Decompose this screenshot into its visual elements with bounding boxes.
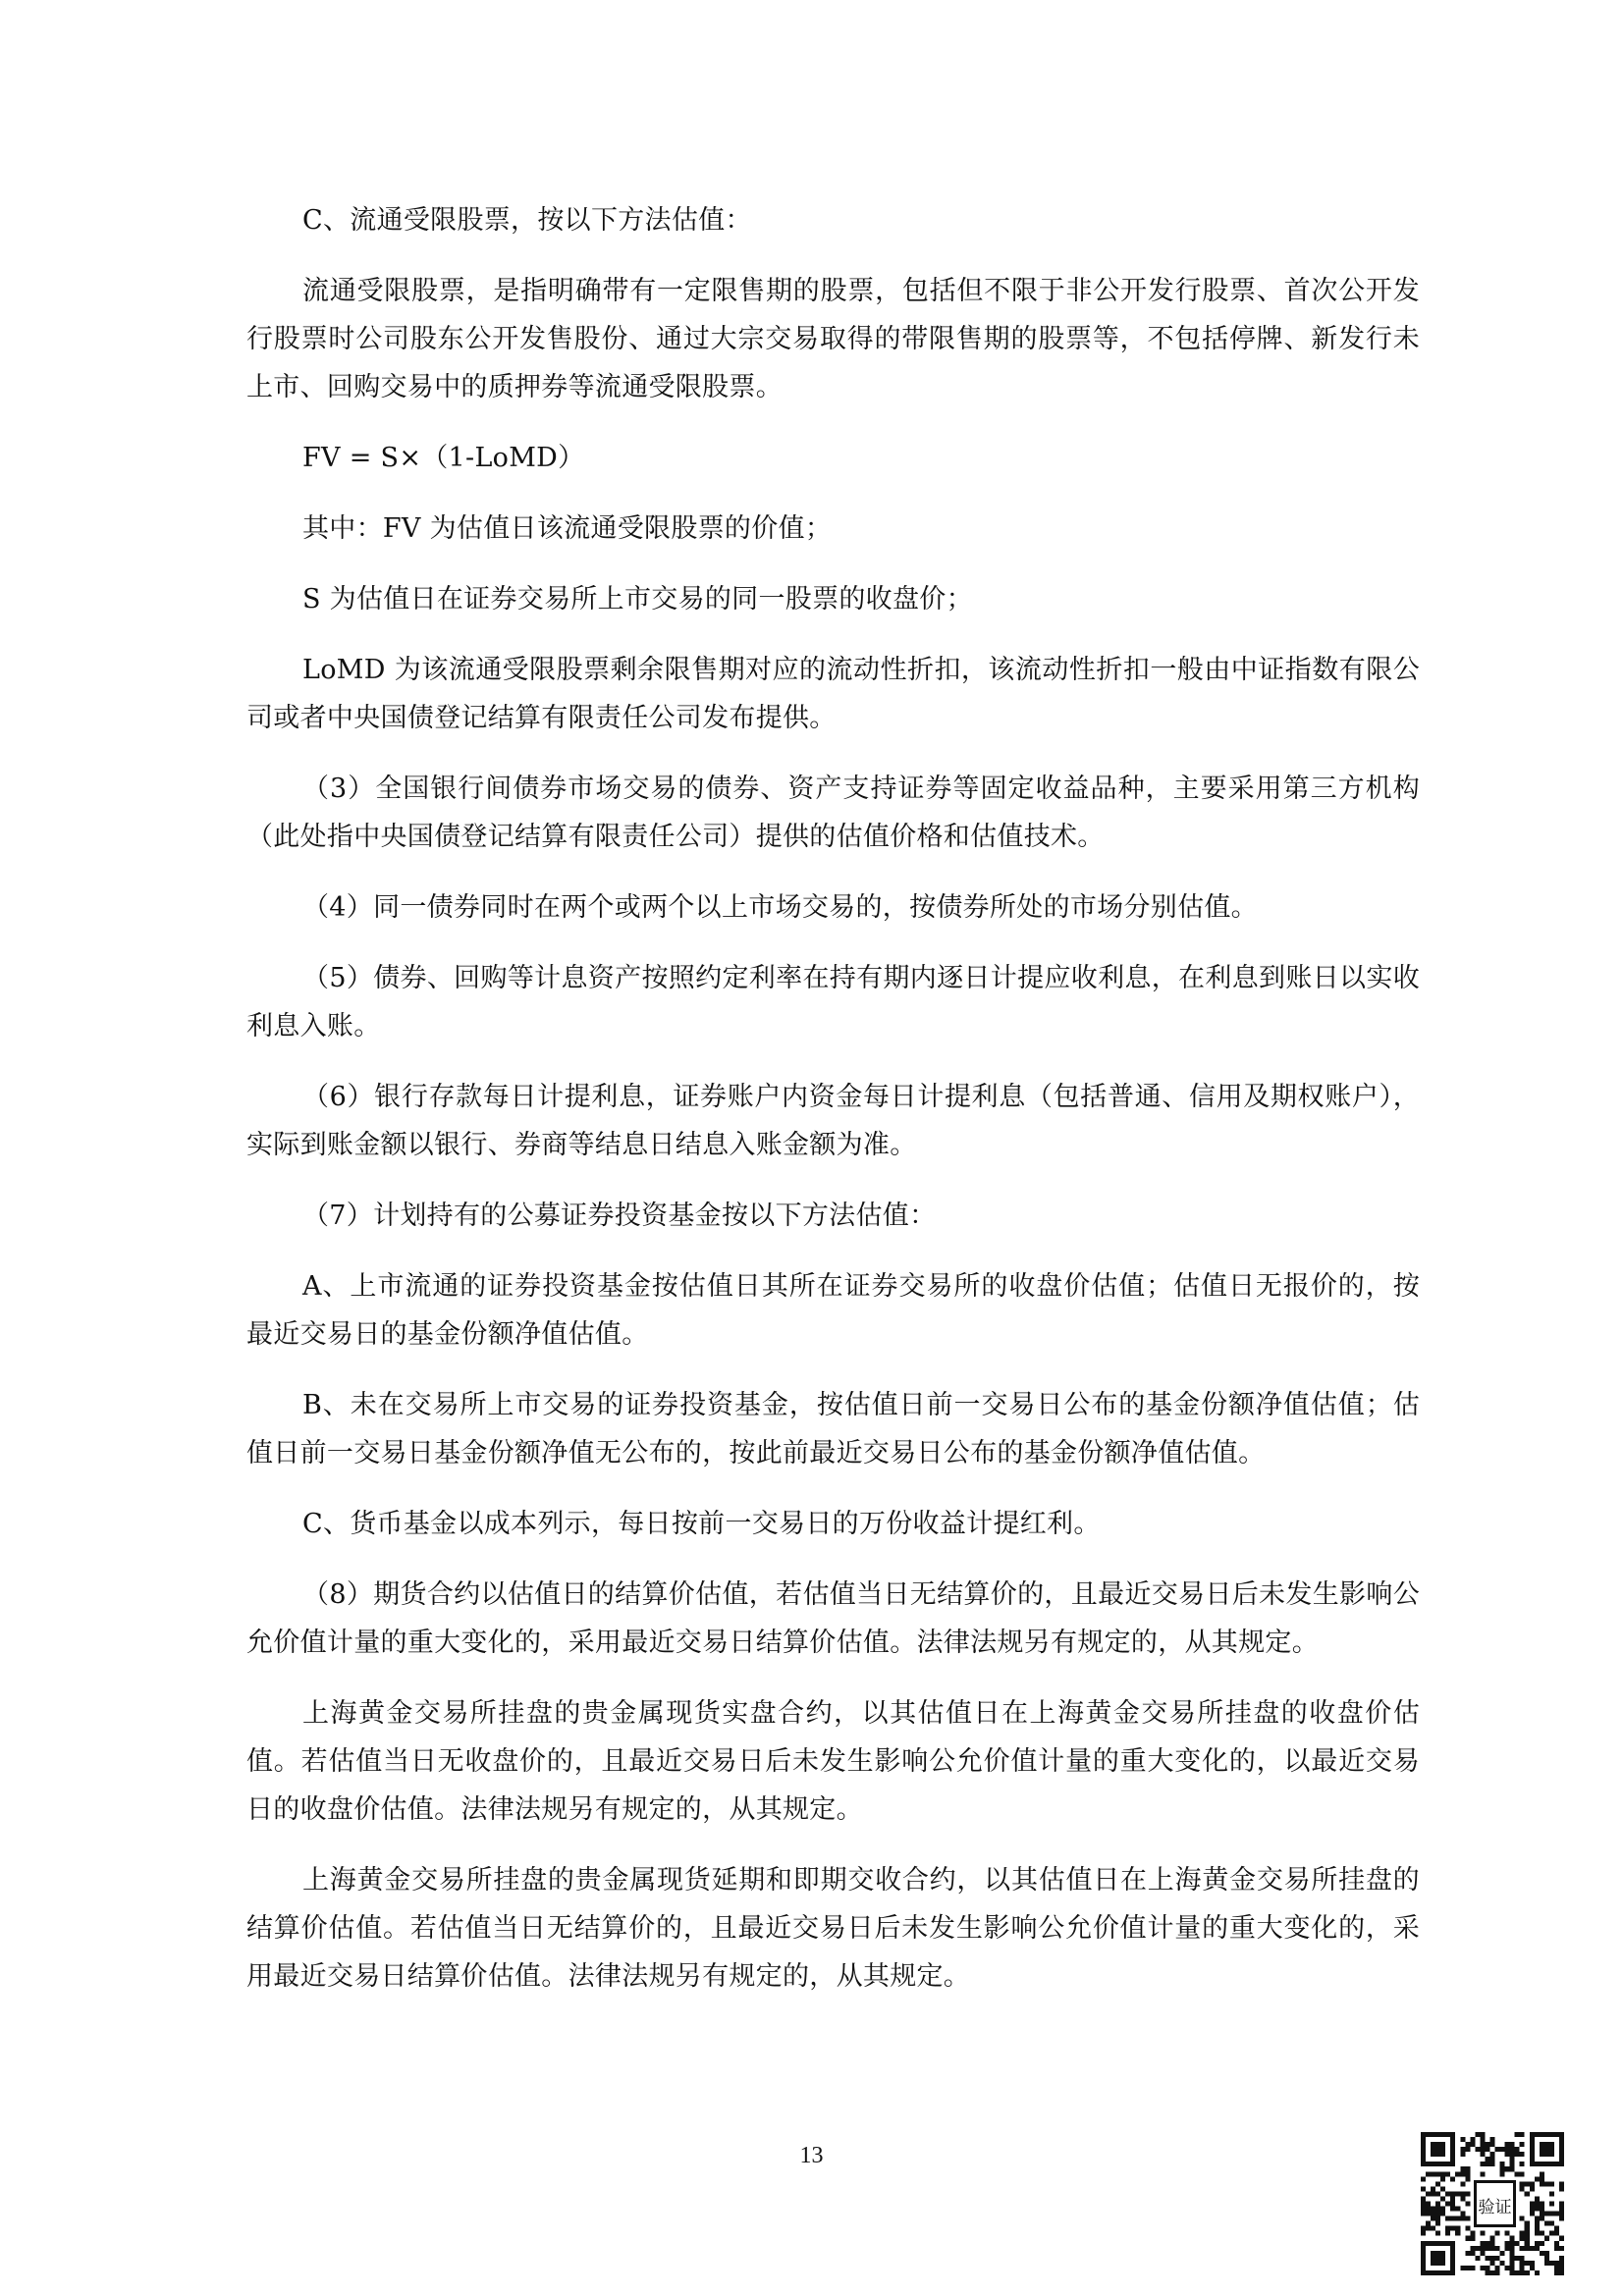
paragraph-restricted-stock-definition: 流通受限股票，是指明确带有一定限售期的股票，包括但不限于非公开发行股票、首次公开发行股票时公司股东公开发售股份、通过大宗交易取得的带限售期的股票等，不包括停牌、新发行未上市、回购交易中的质押券等流通受限股票。: [246, 276, 1420, 402]
paragraph-gold-spot: 上海黄金交易所挂盘的贵金属现货实盘合约，以其估值日在上海黄金交易所挂盘的收盘价估值。若估值当日无收盘价的，且最近交易日后未发生影响公允价值计量的重大变化的，以最近交易日的收盘价估值。法律法规另有规定的，从其规定。: [246, 1698, 1420, 1825]
paragraph-item-7a: A、上市流通的证券投资基金按估值日其所在证券交易所的收盘价估值；估值日无报价的，按最近交易日的基金份额净值估值。: [246, 1271, 1420, 1350]
paragraph-item-3: （3）全国银行间债券市场交易的债券、资产支持证券等固定收益品种，主要采用第三方机构（此处指中央国债登记结算有限责任公司）提供的估值价格和估值技术。: [246, 774, 1420, 852]
paragraph-gold-deferred: 上海黄金交易所挂盘的贵金属现货延期和即期交收合约，以其估值日在上海黄金交易所挂盘的结算价估值。若估值当日无结算价的，且最近交易日后未发生影响公允价值计量的重大变化的，采用最近交易日结算价估值。法律法规另有规定的，从其规定。: [246, 1865, 1420, 1992]
paragraph-item-5: （5）债券、回购等计息资产按照约定利率在持有期内逐日计提应收利息，在利息到账日以实收利息入账。: [246, 963, 1420, 1041]
paragraph-lomd-definition: LoMD 为该流通受限股票剩余限售期对应的流动性折扣，该流动性折扣一般由中证指数有限公司或者中央国债登记结算有限责任公司发布提供。: [246, 655, 1420, 733]
paragraph-item-6: （6）银行存款每日计提利息，证券账户内资金每日计提利息（包括普通、信用及期权账户），实际到账金额以银行、券商等结息日结息入账金额为准。: [246, 1082, 1420, 1160]
paragraph-item-7b: B、未在交易所上市交易的证券投资基金，按估值日前一交易日公布的基金份额净值估值；估值日前一交易日基金份额净值无公布的，按此前最近交易日公布的基金份额净值估值。: [246, 1390, 1420, 1468]
document-body: [246, 196, 1420, 2023]
page-number: 13: [799, 2143, 824, 2168]
paragraph-item-7: （7）计划持有的公募证券投资基金按以下方法估值：: [302, 1201, 937, 1231]
paragraph-s-definition: S 为估值日在证券交易所上市交易的同一股票的收盘价；: [302, 584, 973, 614]
qr-code-icon: [1421, 2132, 1564, 2275]
paragraph-item-8: （8）期货合约以估值日的结算价估值，若估值当日无结算价的，且最近交易日后未发生影响公允价值计量的重大变化的，采用最近交易日结算价估值。法律法规另有规定的，从其规定。: [246, 1579, 1420, 1658]
paragraph-formula: FV = S×（1-LoMD）: [302, 443, 585, 473]
paragraph-item-4: （4）同一债券同时在两个或两个以上市场交易的，按债券所处的市场分别估值。: [302, 892, 1258, 923]
paragraph-restricted-stock-heading: C、流通受限股票，按以下方法估值：: [302, 205, 752, 236]
qr-stamp-text: 验证: [1478, 2198, 1512, 2218]
paragraph-item-7c: C、货币基金以成本列示，每日按前一交易日的万份收益计提红利。: [302, 1509, 1101, 1539]
paragraph-fv-definition: 其中：FV 为估值日该流通受限股票的价值；: [302, 513, 833, 544]
